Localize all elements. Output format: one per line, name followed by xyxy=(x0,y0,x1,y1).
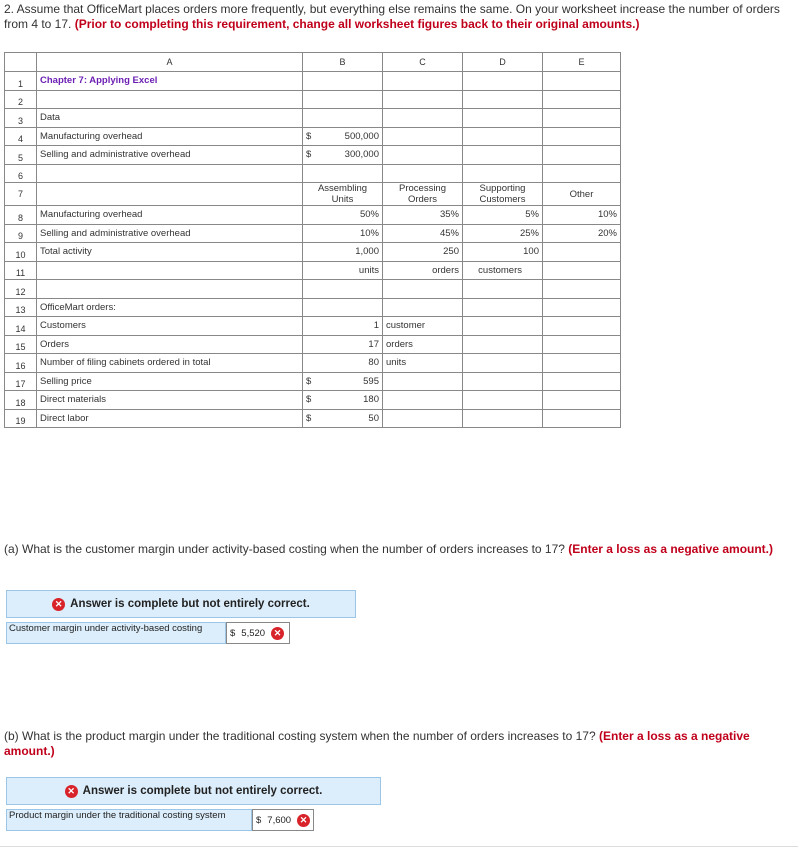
cell-value: $ 50 xyxy=(303,409,383,428)
dollar-sign: $ xyxy=(256,814,262,826)
cell-value: 1,000 xyxy=(303,243,383,262)
cell-label: Direct labor xyxy=(37,409,303,428)
table-row xyxy=(5,224,621,243)
part-a-text: (a) What is the customer margin under activity-based costing when the number of orders increases to 17? xyxy=(4,542,565,556)
row-number: 2 xyxy=(5,90,37,109)
x-circle-icon: ✕ xyxy=(271,627,284,640)
worksheet-table xyxy=(4,52,621,428)
cell-label: Direct materials xyxy=(37,391,303,410)
row-number: 10 xyxy=(5,243,37,262)
table-row xyxy=(5,391,621,410)
row-number: 5 xyxy=(5,146,37,165)
col-header-d: D xyxy=(463,53,543,72)
question-text: 2. Assume that OfficeMart places orders more frequently, but everything else remains the same. On your worksheet increase the number of orders from 4 to 17. xyxy=(4,2,780,31)
cell-value: 50% xyxy=(303,206,383,225)
cell-value: customers xyxy=(463,261,543,280)
cell-unit: units xyxy=(383,354,463,373)
cell-label: Manufacturing overhead xyxy=(37,206,303,225)
part-b-status: Answer is complete but not entirely correct. xyxy=(82,785,323,797)
cell-value: 80 xyxy=(303,354,383,373)
part-a-instruction: (Enter a loss as a negative amount.) xyxy=(568,542,774,556)
cell-label: OfficeMart orders: xyxy=(37,298,303,317)
row-number: 13 xyxy=(5,298,37,317)
part-b-answer-label: Product margin under the traditional costing system xyxy=(6,809,252,831)
row-number: 6 xyxy=(5,164,37,183)
row-number: 12 xyxy=(5,280,37,299)
table-row xyxy=(5,206,621,225)
part-a-status-banner xyxy=(6,590,356,618)
column-header-row xyxy=(5,53,621,72)
part-a-answer-label: Customer margin under activity-based costing xyxy=(6,622,226,644)
cell-value: 20% xyxy=(543,224,621,243)
cell-value: $ 300,000 xyxy=(303,146,383,165)
row-number: 8 xyxy=(5,206,37,225)
row-number: 17 xyxy=(5,372,37,391)
table-row xyxy=(5,409,621,428)
cell-value: 10% xyxy=(303,224,383,243)
table-row xyxy=(5,146,621,165)
cell-value: 45% xyxy=(383,224,463,243)
divider xyxy=(0,846,798,847)
table-row xyxy=(5,335,621,354)
cell-value: $ 500,000 xyxy=(303,127,383,146)
cell-value: 35% xyxy=(383,206,463,225)
part-a-answer-value: 5,520 xyxy=(241,627,266,639)
table-row xyxy=(5,298,621,317)
cell-value: 5% xyxy=(463,206,543,225)
x-circle-icon: ✕ xyxy=(52,598,65,611)
x-circle-icon: ✕ xyxy=(297,814,310,827)
table-row xyxy=(5,243,621,262)
row-number: 1 xyxy=(5,72,37,91)
part-b-answer-field[interactable] xyxy=(252,809,314,831)
part-a-question xyxy=(4,542,794,557)
cell-unit: orders xyxy=(383,335,463,354)
row-number: 19 xyxy=(5,409,37,428)
cell-label: Selling price xyxy=(37,372,303,391)
row-number: 9 xyxy=(5,224,37,243)
cell-value: 25% xyxy=(463,224,543,243)
table-row xyxy=(5,127,621,146)
cell-value: 17 xyxy=(303,335,383,354)
part-b-question xyxy=(4,729,794,759)
part-b-answer-value: 7,600 xyxy=(267,814,292,826)
cell-label: Selling and administrative overhead xyxy=(37,224,303,243)
table-row xyxy=(5,164,621,183)
table-row xyxy=(5,372,621,391)
row-number: 15 xyxy=(5,335,37,354)
dollar-sign: $ xyxy=(230,627,236,639)
question-prompt xyxy=(4,2,794,32)
cell-label: Manufacturing overhead xyxy=(37,127,303,146)
table-row xyxy=(5,183,621,206)
question-instruction: (Prior to completing this requirement, change all worksheet figures back to their original amounts.) xyxy=(74,17,640,31)
table-row xyxy=(5,354,621,373)
row-number: 11 xyxy=(5,261,37,280)
row-number: 16 xyxy=(5,354,37,373)
x-circle-icon: ✕ xyxy=(65,785,78,798)
activity-header: Processing Orders xyxy=(383,183,463,206)
row-number: 18 xyxy=(5,391,37,410)
cell-value: orders xyxy=(383,261,463,280)
data-label: Data xyxy=(37,109,303,128)
cell-value: 100 xyxy=(463,243,543,262)
activity-header: Supporting Customers xyxy=(463,183,543,206)
col-header-e: E xyxy=(543,53,621,72)
cell-label: Customers xyxy=(37,317,303,336)
cell-label: Orders xyxy=(37,335,303,354)
col-header-a: A xyxy=(37,53,303,72)
cell-value: $ 595 xyxy=(303,372,383,391)
sheet-title: Chapter 7: Applying Excel xyxy=(37,72,303,91)
part-b-status-banner xyxy=(6,777,381,805)
cell-value: units xyxy=(303,261,383,280)
cell-label: Number of filing cabinets ordered in total xyxy=(37,354,303,373)
activity-header: Other xyxy=(543,183,621,206)
activity-header: Assembling Units xyxy=(303,183,383,206)
cell-unit: customer xyxy=(383,317,463,336)
cell-value: $ 180 xyxy=(303,391,383,410)
part-a-status: Answer is complete but not entirely correct. xyxy=(70,598,310,610)
cell-value: 1 xyxy=(303,317,383,336)
part-b-text: (b) What is the product margin under the traditional costing system when the number of orders increases to 17? xyxy=(4,729,596,743)
part-b-instruction: (Enter a loss as a negative amount.) xyxy=(4,729,750,758)
col-header-c: C xyxy=(383,53,463,72)
table-row xyxy=(5,317,621,336)
row-number: 3 xyxy=(5,109,37,128)
col-header-b: B xyxy=(303,53,383,72)
table-row xyxy=(5,72,621,91)
cell-value: 250 xyxy=(383,243,463,262)
row-number: 4 xyxy=(5,127,37,146)
cell-label: Total activity xyxy=(37,243,303,262)
row-number: 14 xyxy=(5,317,37,336)
cell-label: Selling and administrative overhead xyxy=(37,146,303,165)
table-row xyxy=(5,280,621,299)
table-row xyxy=(5,261,621,280)
row-number: 7 xyxy=(5,183,37,206)
part-a-answer-field[interactable] xyxy=(226,622,290,644)
table-row xyxy=(5,109,621,128)
table-row xyxy=(5,90,621,109)
cell-value: 10% xyxy=(543,206,621,225)
